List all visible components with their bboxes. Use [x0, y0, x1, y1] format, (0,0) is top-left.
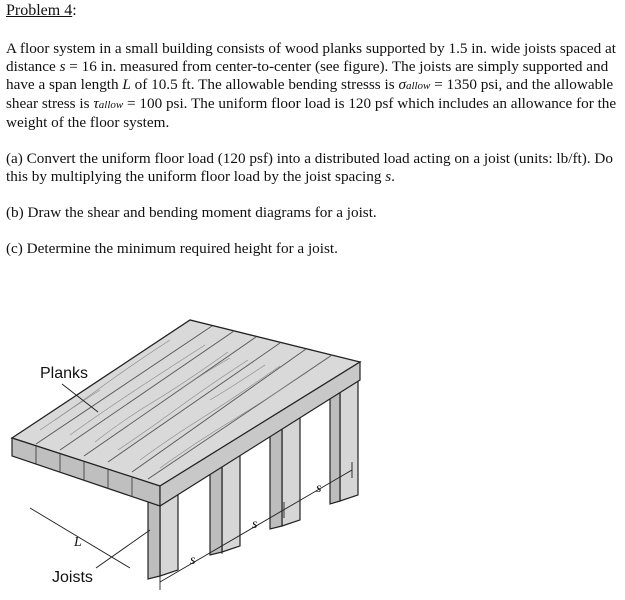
spacing-s-label-3: s — [316, 481, 322, 496]
plank-deck — [12, 320, 360, 506]
span-L-label: L — [74, 535, 82, 550]
problem-heading: Problem 4: — [6, 2, 77, 19]
spacing-s-label-2: s — [252, 517, 258, 532]
planks-label: Planks — [40, 365, 89, 382]
floor-system-figure — [0, 270, 625, 600]
problem-title: Problem 4 — [6, 2, 73, 19]
problem-statement: A floor system in a small building consists of wood planks supported by 1.5 in. wide joists spaced at distance s = 16 in. measured from center-to-center (see figure). The joists are simply supported and have a span length L of 10.5 ft. The allowable bending stresss is σallow = 1350 psi, and the allowable shear stress is τallow = 100 psi. The uniform floor load is 120 psf which includes an allowance for the weight of the floor system. — [6, 40, 617, 131]
part-c: (c) Determine the minimum required height for a joist. — [6, 240, 338, 257]
joists-label: Joists — [52, 569, 93, 586]
spacing-s-label-1: s — [190, 553, 196, 568]
part-a: (a) Convert the uniform floor load (120 psf) into a distributed load acting on a joist (units: lb/ft). Do this by multiplying the uniform floor load by the joist spacing s. — [6, 150, 613, 185]
part-b: (b) Draw the shear and bending moment diagrams for a joist. — [6, 204, 377, 221]
